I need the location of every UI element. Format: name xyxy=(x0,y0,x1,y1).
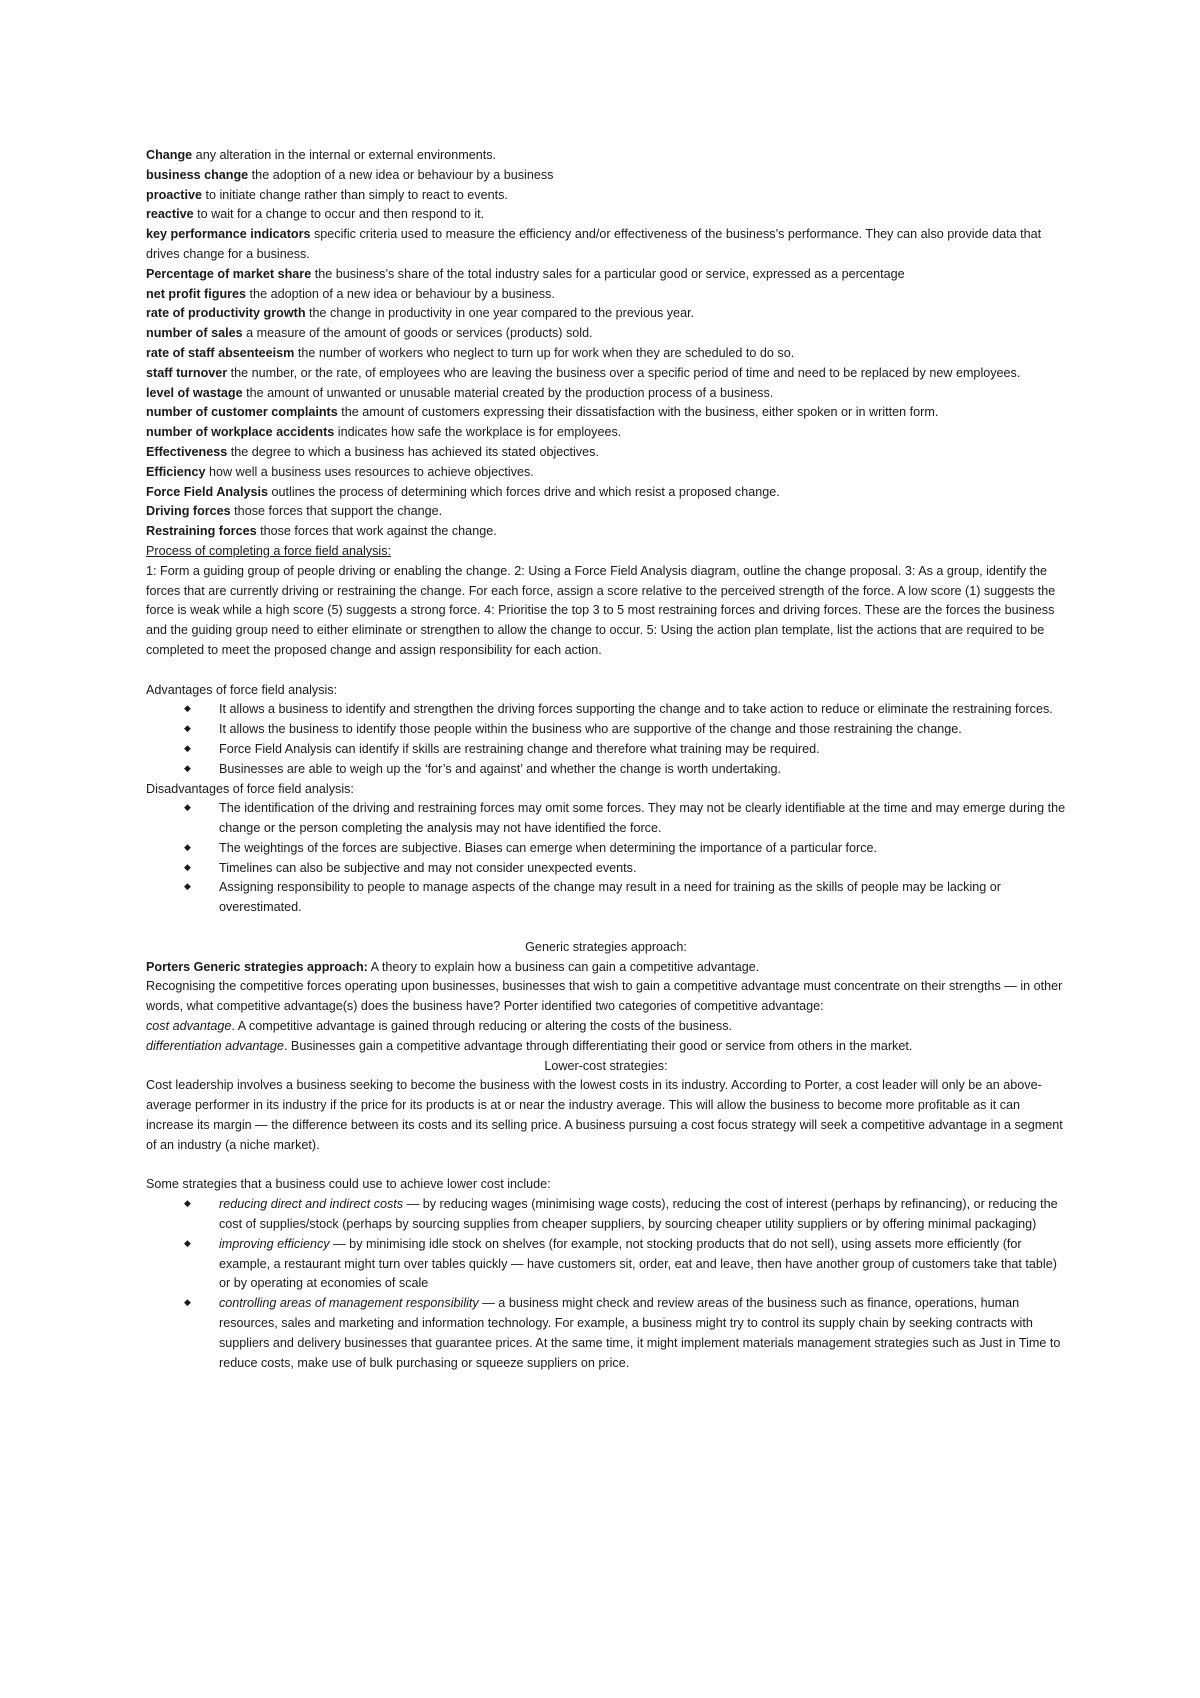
definition: net profit figures the adoption of a new idea or behaviour by a business. xyxy=(146,286,555,301)
list-item: ◆ Timelines can also be subjective and may not consider unexpected events. xyxy=(219,859,1066,879)
advantages-heading: Advantages of force field analysis: xyxy=(146,682,338,697)
list-item: ◆ Force Field Analysis can identify if skills are restraining change and therefore what training may be required. xyxy=(219,740,1066,760)
definition: level of wastage the amount of unwanted or unusable material created by the production process of a business. xyxy=(146,385,774,400)
list-item: ◆ It allows the business to identify those people within the business who are supportive of the change and those restraining the change. xyxy=(219,720,1066,740)
generic-heading: Generic strategies approach: xyxy=(525,939,687,954)
list-item: ◆ It allows a business to identify and strengthen the driving forces supporting the change and to take action to reduce or eliminate the restraining forces. xyxy=(219,700,1066,720)
porter-definition: Porters Generic strategies approach: A theory to explain how a business can gain a competitive advantage. xyxy=(146,959,760,974)
spacer xyxy=(146,661,1066,681)
definition: Percentage of market share the business’s share of the total industry sales for a particular good or service, expressed as a percentage xyxy=(146,266,905,281)
definition: staff turnover the number, or the rate, of employees who are leaving the business over a specific period of time and need to be replaced by new employees. xyxy=(146,365,1021,380)
list-item: ◆ The weightings of the forces are subjective. Biases can emerge when determining the importance of a particular force. xyxy=(219,839,1066,859)
differentiation-advantage: differentiation advantage. Businesses gain a competitive advantage through differentiating their good or service from others in the market. xyxy=(146,1038,913,1053)
definition: proactive to initiate change rather than simply to react to events. xyxy=(146,187,508,202)
process-text: 1: Form a guiding group of people driving or enabling the change. 2: Using a Force Field Analysis diagram, outline the change proposal. 3: As a group, identify the forces that are currently driving or restraining the change. For each force, assign a score relative to the perceived strength of the force. A low score (1) suggests the force is weak while a high score (5) suggests a strong force. 4: Prioritise the top 3 to 5 most restraining forces and driving forces. These are the forces the business and the guiding group need to either eliminate or strengthen to allow the change to occur. 5: Using the action plan template, list the actions that are required to be completed to meet the proposed change and assign responsibility for each action. xyxy=(146,563,1056,657)
advantages-list xyxy=(146,700,1066,779)
cost-advantage: cost advantage. A competitive advantage is gained through reducing or altering the costs of the business. xyxy=(146,1019,732,1034)
definition: Driving forces those forces that support the change. xyxy=(146,504,443,519)
definition: number of workplace accidents indicates how safe the workplace is for employees. xyxy=(146,425,622,440)
process-heading: Process of completing a force field analysis: xyxy=(146,543,391,558)
disadvantages-list xyxy=(146,799,1066,918)
list-item: ◆ The identification of the driving and restraining forces may omit some forces. They may not be clearly identifiable at the time and may emerge during the change or the person completing the analysis may not have identified the force. xyxy=(219,799,1066,839)
definition: number of customer complaints the amount of customers expressing their dissatisfaction with the business, either spoken or in written form. xyxy=(146,405,939,420)
definition: rate of productivity growth the change in productivity in one year compared to the previous year. xyxy=(146,306,695,321)
definitions-list xyxy=(146,146,1066,542)
disadvantages-heading: Disadvantages of force field analysis: xyxy=(146,781,354,796)
spacer xyxy=(146,1156,1066,1176)
definition: Effectiveness the degree to which a business has achieved its stated objectives. xyxy=(146,444,599,459)
definition: Efficiency how well a business uses resources to achieve objectives. xyxy=(146,464,534,479)
definition: key performance indicators specific criteria used to measure the efficiency and/or effectiveness of the business’s performance. They can also provide data that drives change for a business. xyxy=(146,227,1042,261)
lower-cost-intro: Some strategies that a business could use to achieve lower cost include: xyxy=(146,1177,551,1192)
definition: Change any alteration in the internal or external environments. xyxy=(146,148,497,162)
lower-cost-heading: Lower-cost strategies: xyxy=(544,1058,668,1073)
list-item: ◆ Assigning responsibility to people to manage aspects of the change may result in a need for training as the skills of people may be lacking or overestimated. xyxy=(219,878,1066,918)
list-item: ◆ controlling areas of management responsibility — a business might check and review areas of the business such as finance, operations, human resources, sales and marketing and information technology. For example, a business might try to control its supply chain by seeking contracts with suppliers and delivery businesses that guarantee prices. At the same time, it might implement materials management strategies such as Just in Time to reduce costs, make use of bulk purchasing or squeeze suppliers on price. xyxy=(219,1294,1066,1373)
definition: Restraining forces those forces that work against the change. xyxy=(146,524,497,539)
definition: number of sales a measure of the amount of goods or services (products) sold. xyxy=(146,326,593,341)
list-item: ◆ Businesses are able to weigh up the ‘for’s and against’ and whether the change is worth undertaking. xyxy=(219,760,1066,780)
list-item: ◆ improving efficiency — by minimising idle stock on shelves (for example, not stocking products that do not sell), using assets more efficiently (for example, a restaurant might turn over tables quickly — have customers sit, order, eat and leave, then have another group of customers take that table) or by operating at economies of scale xyxy=(219,1235,1066,1294)
definition: reactive to wait for a change to occur and then respond to it. xyxy=(146,207,485,222)
lower-cost-list xyxy=(146,1195,1066,1373)
definition: rate of staff absenteeism the number of workers who neglect to turn up for work when they are scheduled to do so. xyxy=(146,345,795,360)
definition: Force Field Analysis outlines the process of determining which forces drive and which resist a proposed change. xyxy=(146,484,780,499)
lower-cost-text: Cost leadership involves a business seeking to become the business with the lowest costs in its industry. According to Porter, a cost leader will only be an above-average performer in its industry if the price for its products is at or near the industry average. This will allow the business to become more profitable as it can increase its margin — the difference between its costs and its selling price. A business pursuing a cost focus strategy will seek a competitive advantage in a segment of an industry (a niche market). xyxy=(146,1078,1063,1152)
generic-intro: Recognising the competitive forces operating upon businesses, businesses that wish to gain a competitive advantage must concentrate on their strengths — in other words, what competitive advantage(s) does the business have? Porter identified two categories of competitive advantage: xyxy=(146,979,1063,1014)
list-item: ◆ reducing direct and indirect costs — by reducing wages (minimising wage costs), reducing the cost of interest (perhaps by refinancing), or reducing the cost of supplies/stock (perhaps by sourcing supplies from cheaper suppliers, by sourcing cheaper utility suppliers or by offering minimal packaging) xyxy=(219,1195,1066,1235)
document-page xyxy=(146,146,1066,1373)
spacer xyxy=(146,918,1066,938)
definition: business change the adoption of a new idea or behaviour by a business xyxy=(146,167,554,182)
